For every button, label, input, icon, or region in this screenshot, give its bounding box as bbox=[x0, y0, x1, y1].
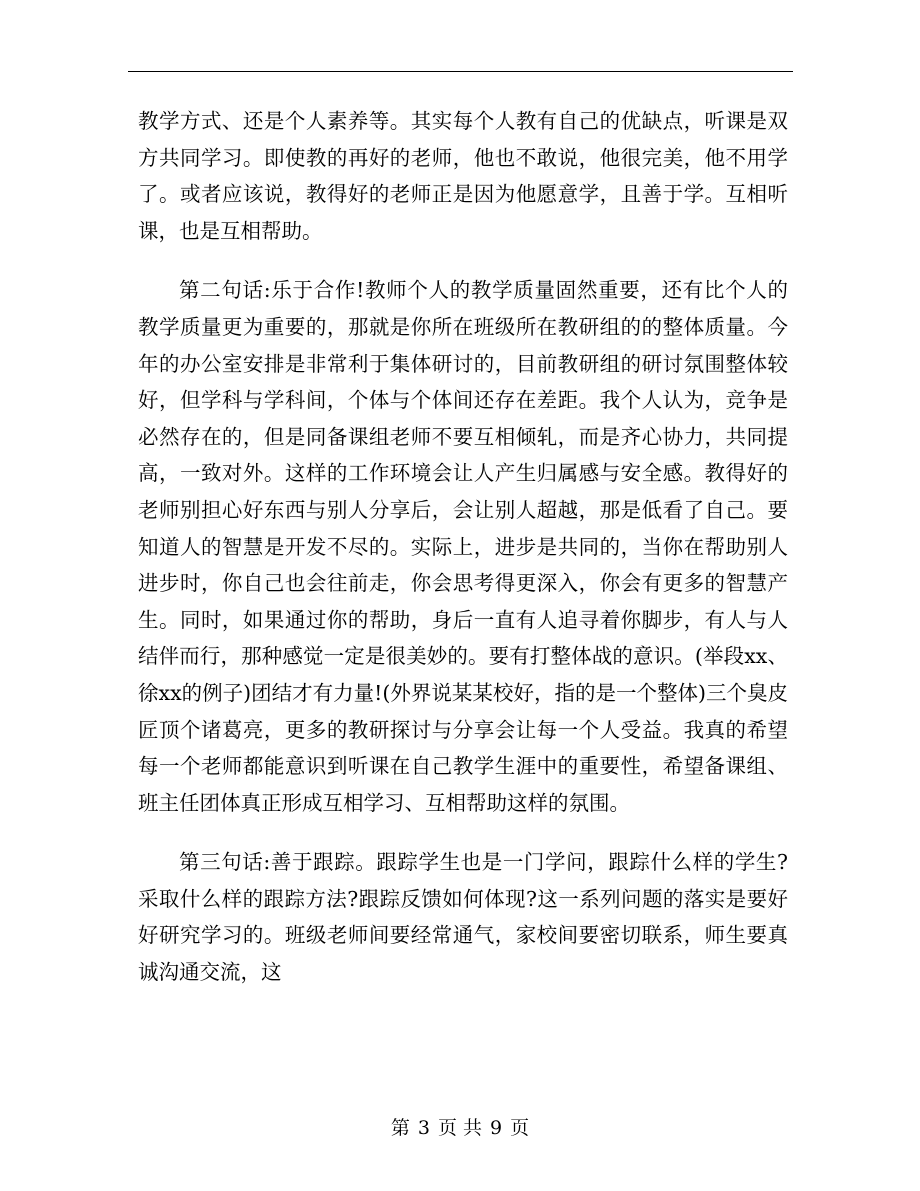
paragraph-third-sentence: 第三句话:善于跟踪。跟踪学生也是一门学问，跟踪什么样的学生?采取什么样的跟踪方法?跟踪反馈如何体现?这一系列问题的落实是要好好研究学习的。班级老师间要经常通气，家校间要密切联系，师生要真诚沟通交流，这 bbox=[138, 850, 788, 985]
footer-prefix: 第 bbox=[390, 1117, 410, 1139]
footer-suffix: 页 bbox=[510, 1117, 530, 1139]
footer-current-page: 3 bbox=[417, 1117, 430, 1139]
paragraph-second-sentence: 第二句话:乐于合作!教师个人的教学质量固然重要，还有比个人的教学质量更为重要的，那就是你所在班级所在教研组的的整体质量。今年的办公室安排是非常利于集体研讨的，目前教研组的研讨氛围整体较好，但学科与学科间，个体与个体间还存在差距。我个人认为，竞争是必然存在的，但是同备课组老师不要互相倾轧，而是齐心协力，共同提高，一致对外。这样的工作环境会让人产生归属感与安全感。教得好的老师别担心好东西与别人分享后，会让别人超越，那是低看了自己。要知道人的智慧是开发不尽的。实际上，进步是共同的，当你在帮助别人进步时，你自己也会往前走，你会思考得更深入，你会有更多的智慧产生。同时，如果通过你的帮助，身后一直有人追寻着你脚步，有人与人结伴而行，那种感觉一定是很美妙的。要有打整体战的意识。(举段xx、徐xx的例子)团结才有力量!(外界说某某校好，指的是一个整体)三个臭皮匠顶个诸葛亮，更多的教研探讨与分享会让每一个人受益。我真的希望每一个老师都能意识到听课在自己教学生涯中的重要性，希望备课组、班主任团体真正形成互相学习、互相帮助这样的氛围。 bbox=[138, 278, 788, 815]
footer-middle: 页 共 bbox=[437, 1117, 483, 1139]
page-body bbox=[138, 103, 788, 1014]
header-rule bbox=[128, 71, 793, 72]
footer-total-pages: 9 bbox=[490, 1117, 503, 1139]
page-footer bbox=[0, 1116, 920, 1140]
paragraph-continued: 教学方式、还是个人素养等。其实每个人教有自己的优缺点，听课是双方共同学习。即使教的再好的老师，他也不敢说，他很完美，他不用学了。或者应该说，教得好的老师正是因为他愿意学，且善于学。互相听课，也是互相帮助。 bbox=[138, 109, 788, 243]
